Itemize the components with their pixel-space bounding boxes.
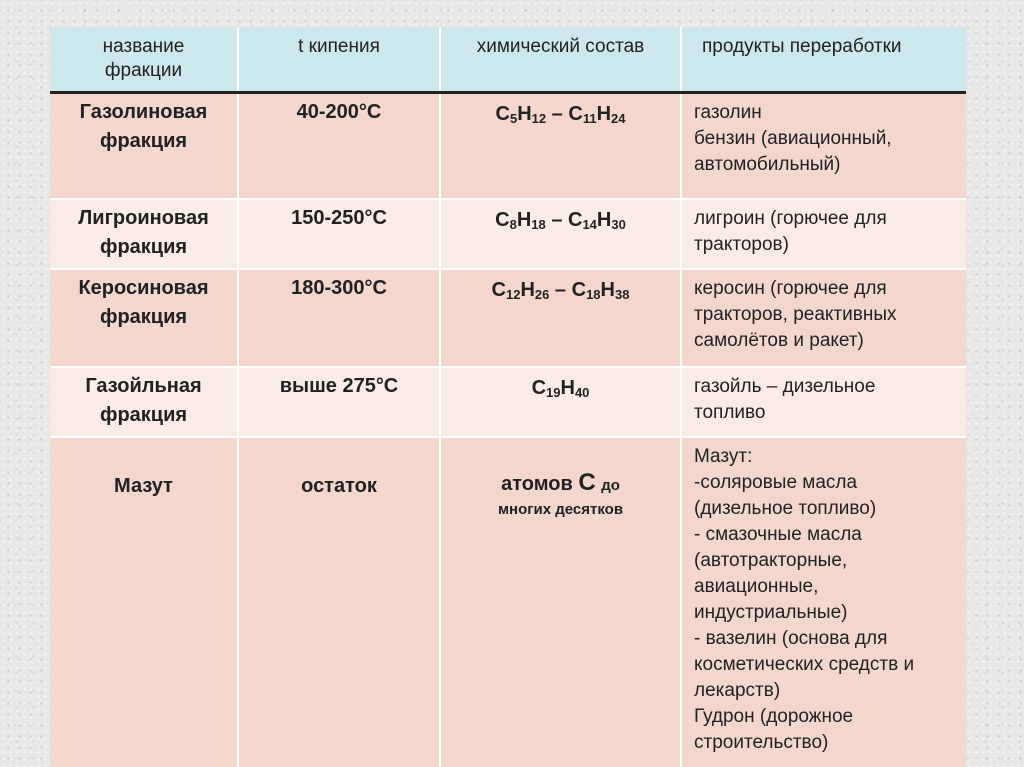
boiling-temp: выше 275°C [238,367,440,437]
products [681,199,966,269]
chemical-formula: $C_8H_{18} - C_{14}H_{30}$ [440,199,681,269]
product-line: - смазочные масла (автотракторные, авиационные, индустриальные) [694,524,862,623]
fractions-table-container [50,27,966,767]
product-line: Мазут: [694,446,753,467]
table-row [50,437,966,767]
header-composition: химический состав [440,27,681,93]
products [681,269,966,367]
header-temp: t кипения [238,27,440,93]
header-name: название фракции [50,27,238,93]
boiling-temp: остаток [238,437,440,767]
product-line: газолин [694,102,762,123]
product-line: Гудрон (дорожное строительство) [694,706,854,753]
products [681,367,966,437]
product-line: -соляровые масла (дизельное топливо) [694,472,877,519]
product-line: лигроин (горючее для тракторов) [694,208,887,255]
chemical-formula: $C_{12}H_{26} - C_{18}H_{38}$ [440,269,681,367]
table-header-row [50,27,966,93]
header-products: продукты переработки [681,27,966,93]
chemical-formula: $C_5H_{12} - C_{11}H_{24}$ [440,93,681,200]
product-line: керосин (горючее для тракторов, реактивных самолётов и ракет) [694,278,897,351]
chemical-composition: атомов C до многих десятков [440,437,681,767]
products [681,437,966,767]
fraction-name: Мазут [50,437,238,767]
boiling-temp: 150-250°C [238,199,440,269]
products [681,93,966,200]
table-row [50,269,966,367]
fraction-name: Лигроиновая фракция [50,199,238,269]
product-line: газойль – дизельное топливо [694,376,876,423]
boiling-temp: 180-300°C [238,269,440,367]
product-line: - вазелин (основа для косметических средств и лекарств) [694,628,915,701]
chemical-formula: $C_{19}H_{40}$ [440,367,681,437]
fractions-table [50,27,966,767]
table-row [50,367,966,437]
table-row [50,93,966,200]
table-row [50,199,966,269]
product-line: бензин (авиационный, автомобильный) [694,128,892,175]
boiling-temp: 40-200°C [238,93,440,200]
fraction-name: Газойльная фракция [50,367,238,437]
fraction-name: Газолиновая фракция [50,93,238,200]
fraction-name: Керосиновая фракция [50,269,238,367]
